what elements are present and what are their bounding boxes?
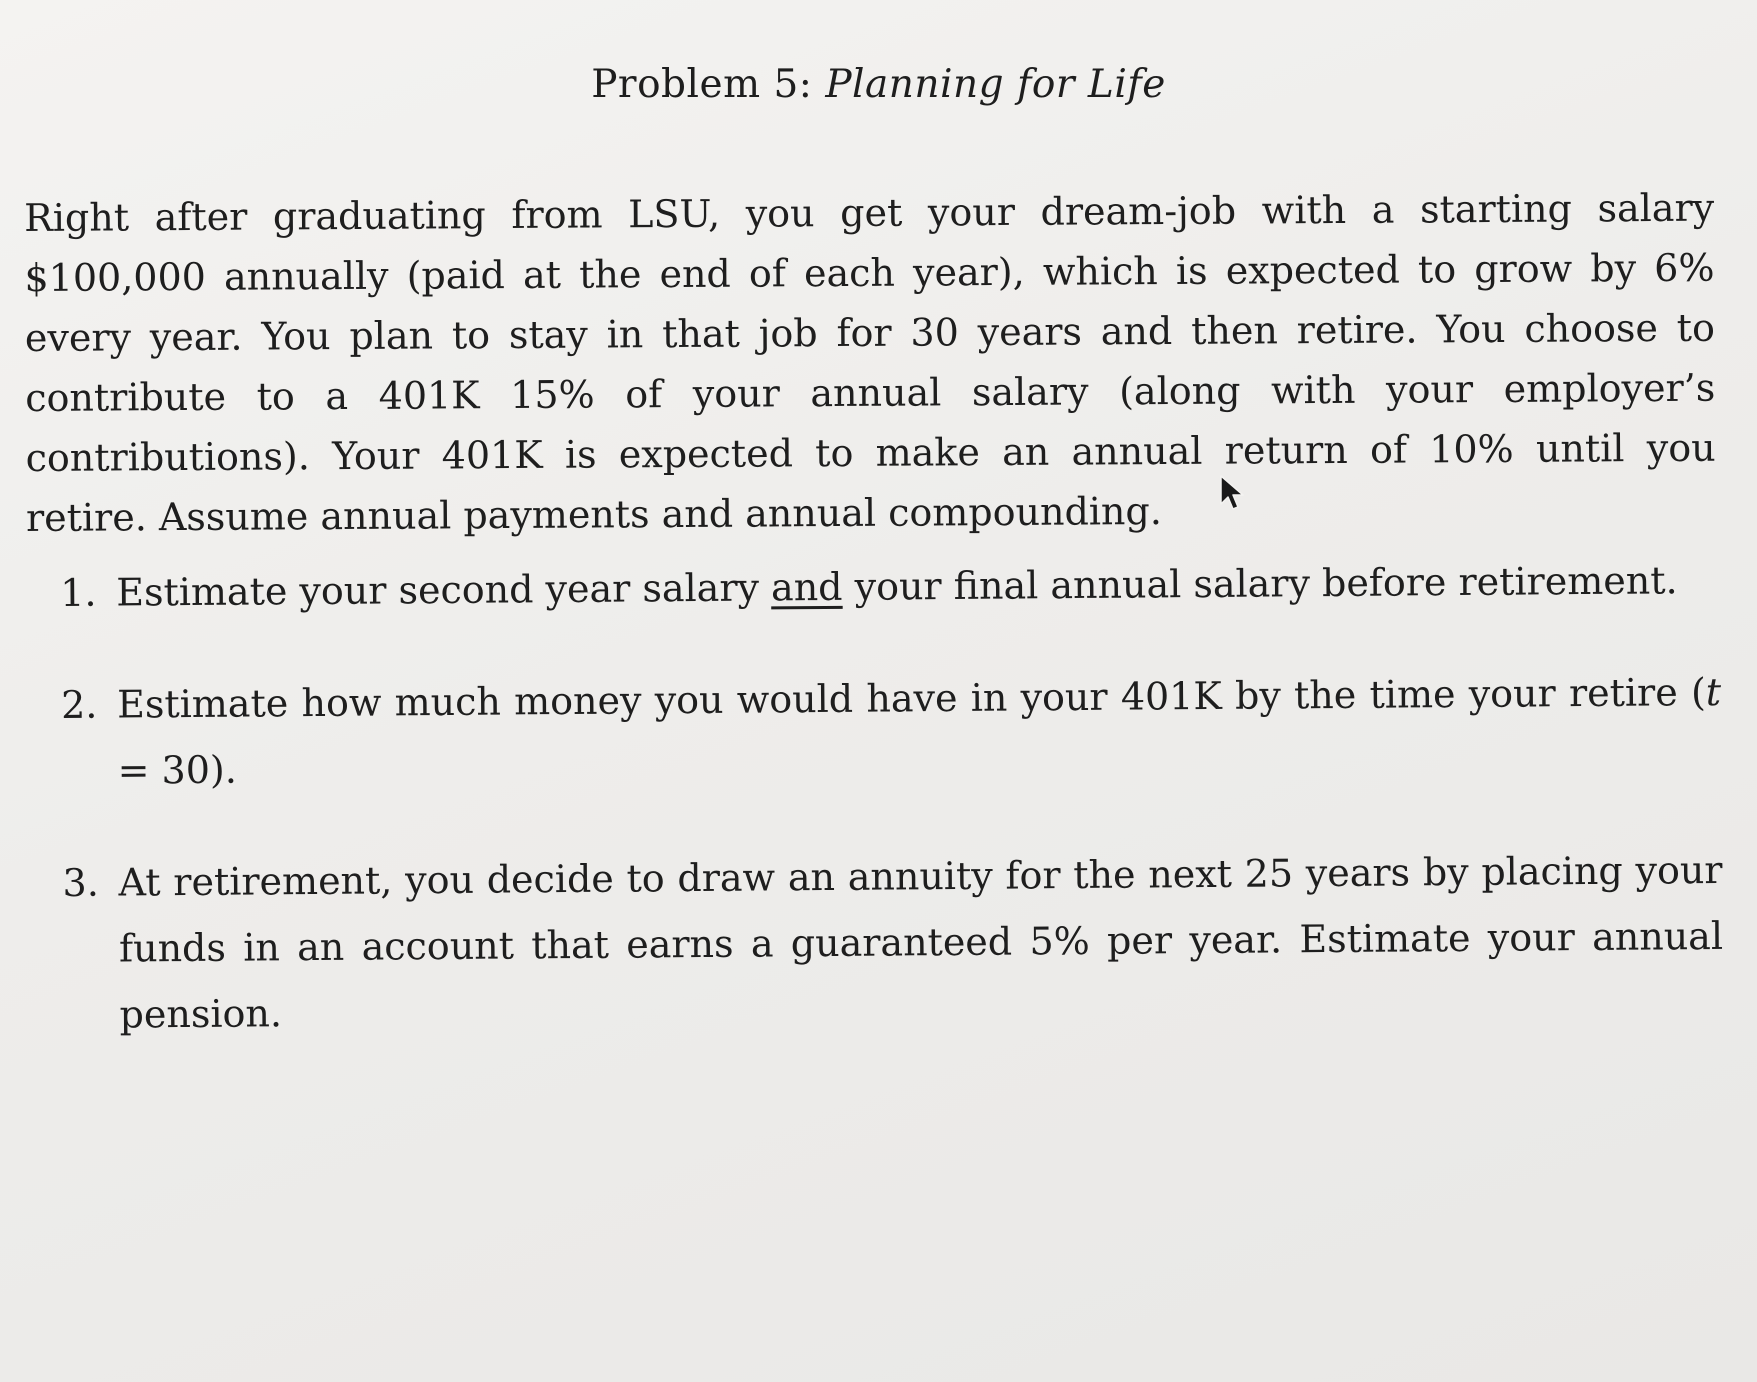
question-number: 2. <box>60 682 98 727</box>
question-item-2 <box>61 659 1722 804</box>
problem-name: Planning for Life <box>825 62 1166 107</box>
question-text-end: your final annual salary before retirement. <box>854 558 1678 609</box>
problem-intro-paragraph: Right after graduating from LSU, you get your dream-job with a starting salary $100,000 annually (paid at the end of each year), which is expected to grow by 6% every year. You plan to stay in that job for 30 years and then retire. You choose to contribute to a 401K 15% of your annual salary (along with your employer’s contributions). Your 401K is expected to make an annual return of 10% until you retire. Assume annual payments and annual compounding. <box>24 185 1716 540</box>
math-variable: t <box>1705 669 1722 715</box>
question-list <box>60 547 1724 1094</box>
question-underlined-word: and <box>770 564 843 610</box>
question-number: 1. <box>60 570 97 615</box>
problem-number-label: Problem 5: <box>591 62 813 107</box>
question-text: Estimate how much money you would have in your 401K by the time your retire <box>116 670 1678 727</box>
question-item-1 <box>60 547 1720 626</box>
math-value: = 30). <box>117 747 238 793</box>
math-paren: ( <box>1690 670 1706 715</box>
question-number: 3. <box>62 860 99 905</box>
question-text: At retirement, you decide to draw an annuity for the next 25 years by placing your funds in an account that earns a guaranteed 5% per year. Estimate your annual pension. <box>118 847 1724 1037</box>
mouse-pointer-icon <box>1218 474 1248 514</box>
problem-title <box>0 62 1757 107</box>
question-item-3 <box>62 837 1724 1048</box>
question-text-start: Estimate your second year salary <box>116 565 760 615</box>
